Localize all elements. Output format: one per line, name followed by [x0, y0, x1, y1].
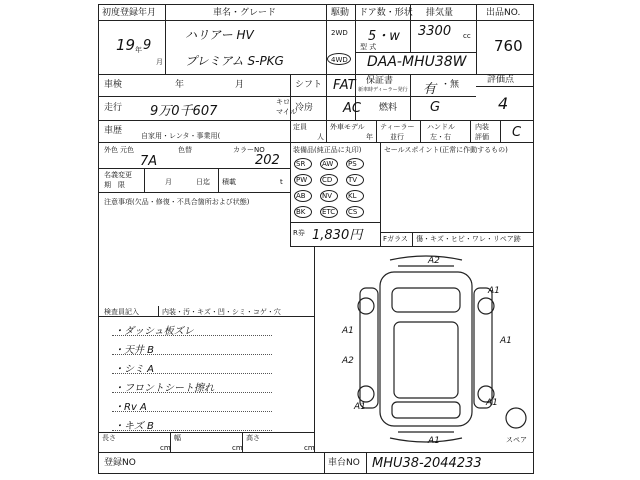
equipment-circle: [320, 206, 338, 218]
score-value: 4: [498, 94, 509, 113]
shaken-label: 車検: [104, 80, 123, 90]
recycle-label: R券: [293, 229, 305, 237]
spare-label: スペア: [506, 436, 527, 444]
inspector-note: ・キズ B: [114, 421, 154, 432]
equipment-circle: [346, 190, 364, 202]
equipment-item: BK: [296, 208, 306, 216]
fuel-label: 燃料: [379, 103, 398, 113]
equipment-circle: [320, 190, 338, 202]
chassis-value: MHU38-2044233: [372, 456, 482, 471]
glass-legend: 傷・キズ・ヒビ・ワレ・リペア跡: [416, 235, 521, 243]
warranty-sub: 新車時ディーラー発行: [358, 87, 408, 93]
inspector-tabs: 内装・汚・キズ・凹・シミ・コゲ・穴: [162, 308, 281, 316]
equipment-label: 装備品(純正品に丸印): [293, 146, 362, 154]
inspector-note: ・フロントシート擦れ: [114, 383, 214, 394]
mileage-value: 9万0千607: [150, 104, 218, 119]
equipment-circle: [294, 190, 312, 202]
lot-number: 760: [494, 37, 523, 55]
drive-4wd: 4WD: [331, 56, 348, 64]
grade: プレミアム S-PKG: [185, 54, 284, 68]
recycle-value: 1,830円: [312, 228, 363, 243]
reg-no-label: 登録NO: [104, 458, 136, 468]
sales-point-label: セールスポイント(正常に作動するもの): [384, 146, 508, 154]
doors-label: ドア数・形状: [359, 8, 413, 18]
dmg-bottom: A1: [428, 436, 440, 446]
dmg-rear-left: A1: [354, 402, 366, 412]
model-value: DAA-MHU38W: [367, 54, 467, 70]
dmg-top: A2: [428, 256, 440, 266]
equipment-item: CD: [322, 176, 333, 184]
inspector-note: ・Rv A: [114, 402, 147, 413]
equipment-item: PW: [296, 176, 308, 184]
name-grade-label: 車名・グレード: [213, 8, 277, 18]
first-reg-month: 9: [143, 38, 152, 53]
notes-label: 注意事項(欠品・修復・不具合箇所および状態): [104, 198, 250, 206]
inspector-note: ・ダッシュ板ズレ: [114, 326, 194, 337]
shift-value: FAT: [333, 78, 356, 93]
interior-value: C: [512, 125, 522, 140]
equipment-circle: [294, 206, 312, 218]
color-code-value: 202: [255, 153, 280, 168]
glass-label: Fガラス: [383, 235, 408, 243]
doors-value: 5・w: [368, 29, 400, 44]
inspector-note: ・シミ A: [114, 364, 155, 375]
dmg-left-upper: A1: [342, 326, 354, 336]
history-options: 自家用・レンタ・事業用(: [141, 132, 221, 140]
equipment-circle: [346, 174, 364, 186]
score-label: 評価点: [487, 75, 515, 85]
first-reg-label: 初度登録年月: [102, 8, 157, 18]
displacement-value: 3300: [418, 24, 452, 39]
drive-circle: [327, 53, 351, 65]
equipment-item: AW: [322, 160, 334, 168]
equipment-circle: [320, 174, 338, 186]
displacement-label: 排気量: [426, 8, 454, 18]
equipment-item: SR: [296, 160, 306, 168]
auction-sheet: 初度登録年月 車名・グレード 駆動 ドア数・形状 排気量 出品NO. 19 年 9 月 ハリアー HV プレミアム S-PKG 2WD 4WD 5・w 3300 cc 型 式 DAA-MHU38W 760 車検 年 月 シフト FAT 保証書 新車時ディーラー発行 有 ・無 評価点 4 走行 9万0千607 キロ マイル 冷房 AC 燃料 G 車歴 自家用・レンタ・事業用( 定員 人 外車モデル 年 ティーラー 並行 ハンドル 左・右 内装 評価 C 外色 元色 色替 カラーNO 7A 202 名義変更 期 限 月 日迄 積載 t 注意事項(欠品・修復・不具合箇所および状態) 装備品(純正品に丸印) SR AW PS PW CD TV AB NV KL BK ETC CS R券 1,830円 セールスポイント(正常に作動するもの) Fガラス 傷・キズ・ヒビ・ワレ・リペア跡 検査員記入 内装・汚・キズ・凹・シミ・コゲ・穴 ・ダッシュ板ズレ ・天井 B ・シミ A ・フロントシート擦れ ・Rv A ・キズ B A2 A1 A1 A2 A1 A1 A1 A1 スペア 長さ cm 幅 cm 高さ cm 登録NO 車台NO MHU38-2044233: [0, 0, 640, 480]
equipment-circle: [294, 158, 312, 170]
equipment-circle: [346, 158, 364, 170]
equipment-item: NV: [322, 192, 333, 200]
inspector-note: ・天井 B: [114, 345, 155, 356]
warranty-value: 有: [423, 82, 437, 97]
ac-value: AC: [343, 101, 361, 116]
equipment-item: AB: [296, 192, 306, 200]
shift-label: シフト: [295, 80, 323, 90]
car-diagram: [320, 252, 532, 448]
ac-label: 冷房: [295, 103, 314, 113]
model-label: 型 式: [360, 43, 377, 51]
first-reg-year: 19: [116, 36, 136, 54]
lot-label: 出品NO.: [486, 8, 521, 18]
inspector-label: 検査員記入: [104, 308, 139, 316]
warranty-label: 保証書: [366, 76, 394, 86]
dmg-front-right: A1: [488, 286, 500, 296]
dmg-rear-right: A1: [486, 398, 498, 408]
equipment-item: ETC: [322, 208, 336, 216]
dmg-right-mid: A1: [500, 336, 512, 346]
equipment-item: PS: [348, 160, 357, 168]
fuel-value: G: [430, 100, 441, 115]
history-label: 車歴: [104, 126, 123, 136]
equipment-item: CS: [348, 208, 358, 216]
dmg-left-mid: A2: [342, 356, 354, 366]
equipment-item: TV: [348, 176, 358, 184]
equipment-item: KL: [348, 192, 357, 200]
mileage-label: 走行: [104, 103, 123, 113]
chassis-label: 車台NO: [328, 458, 360, 468]
car-name: ハリアー HV: [185, 28, 254, 42]
equipment-circle: [320, 158, 338, 170]
drive-label: 駆動: [331, 8, 350, 18]
equipment-circle: [346, 206, 364, 218]
equipment-circle: [294, 174, 312, 186]
outer-color-value: 7A: [140, 154, 158, 169]
drive-2wd: 2WD: [331, 29, 348, 37]
